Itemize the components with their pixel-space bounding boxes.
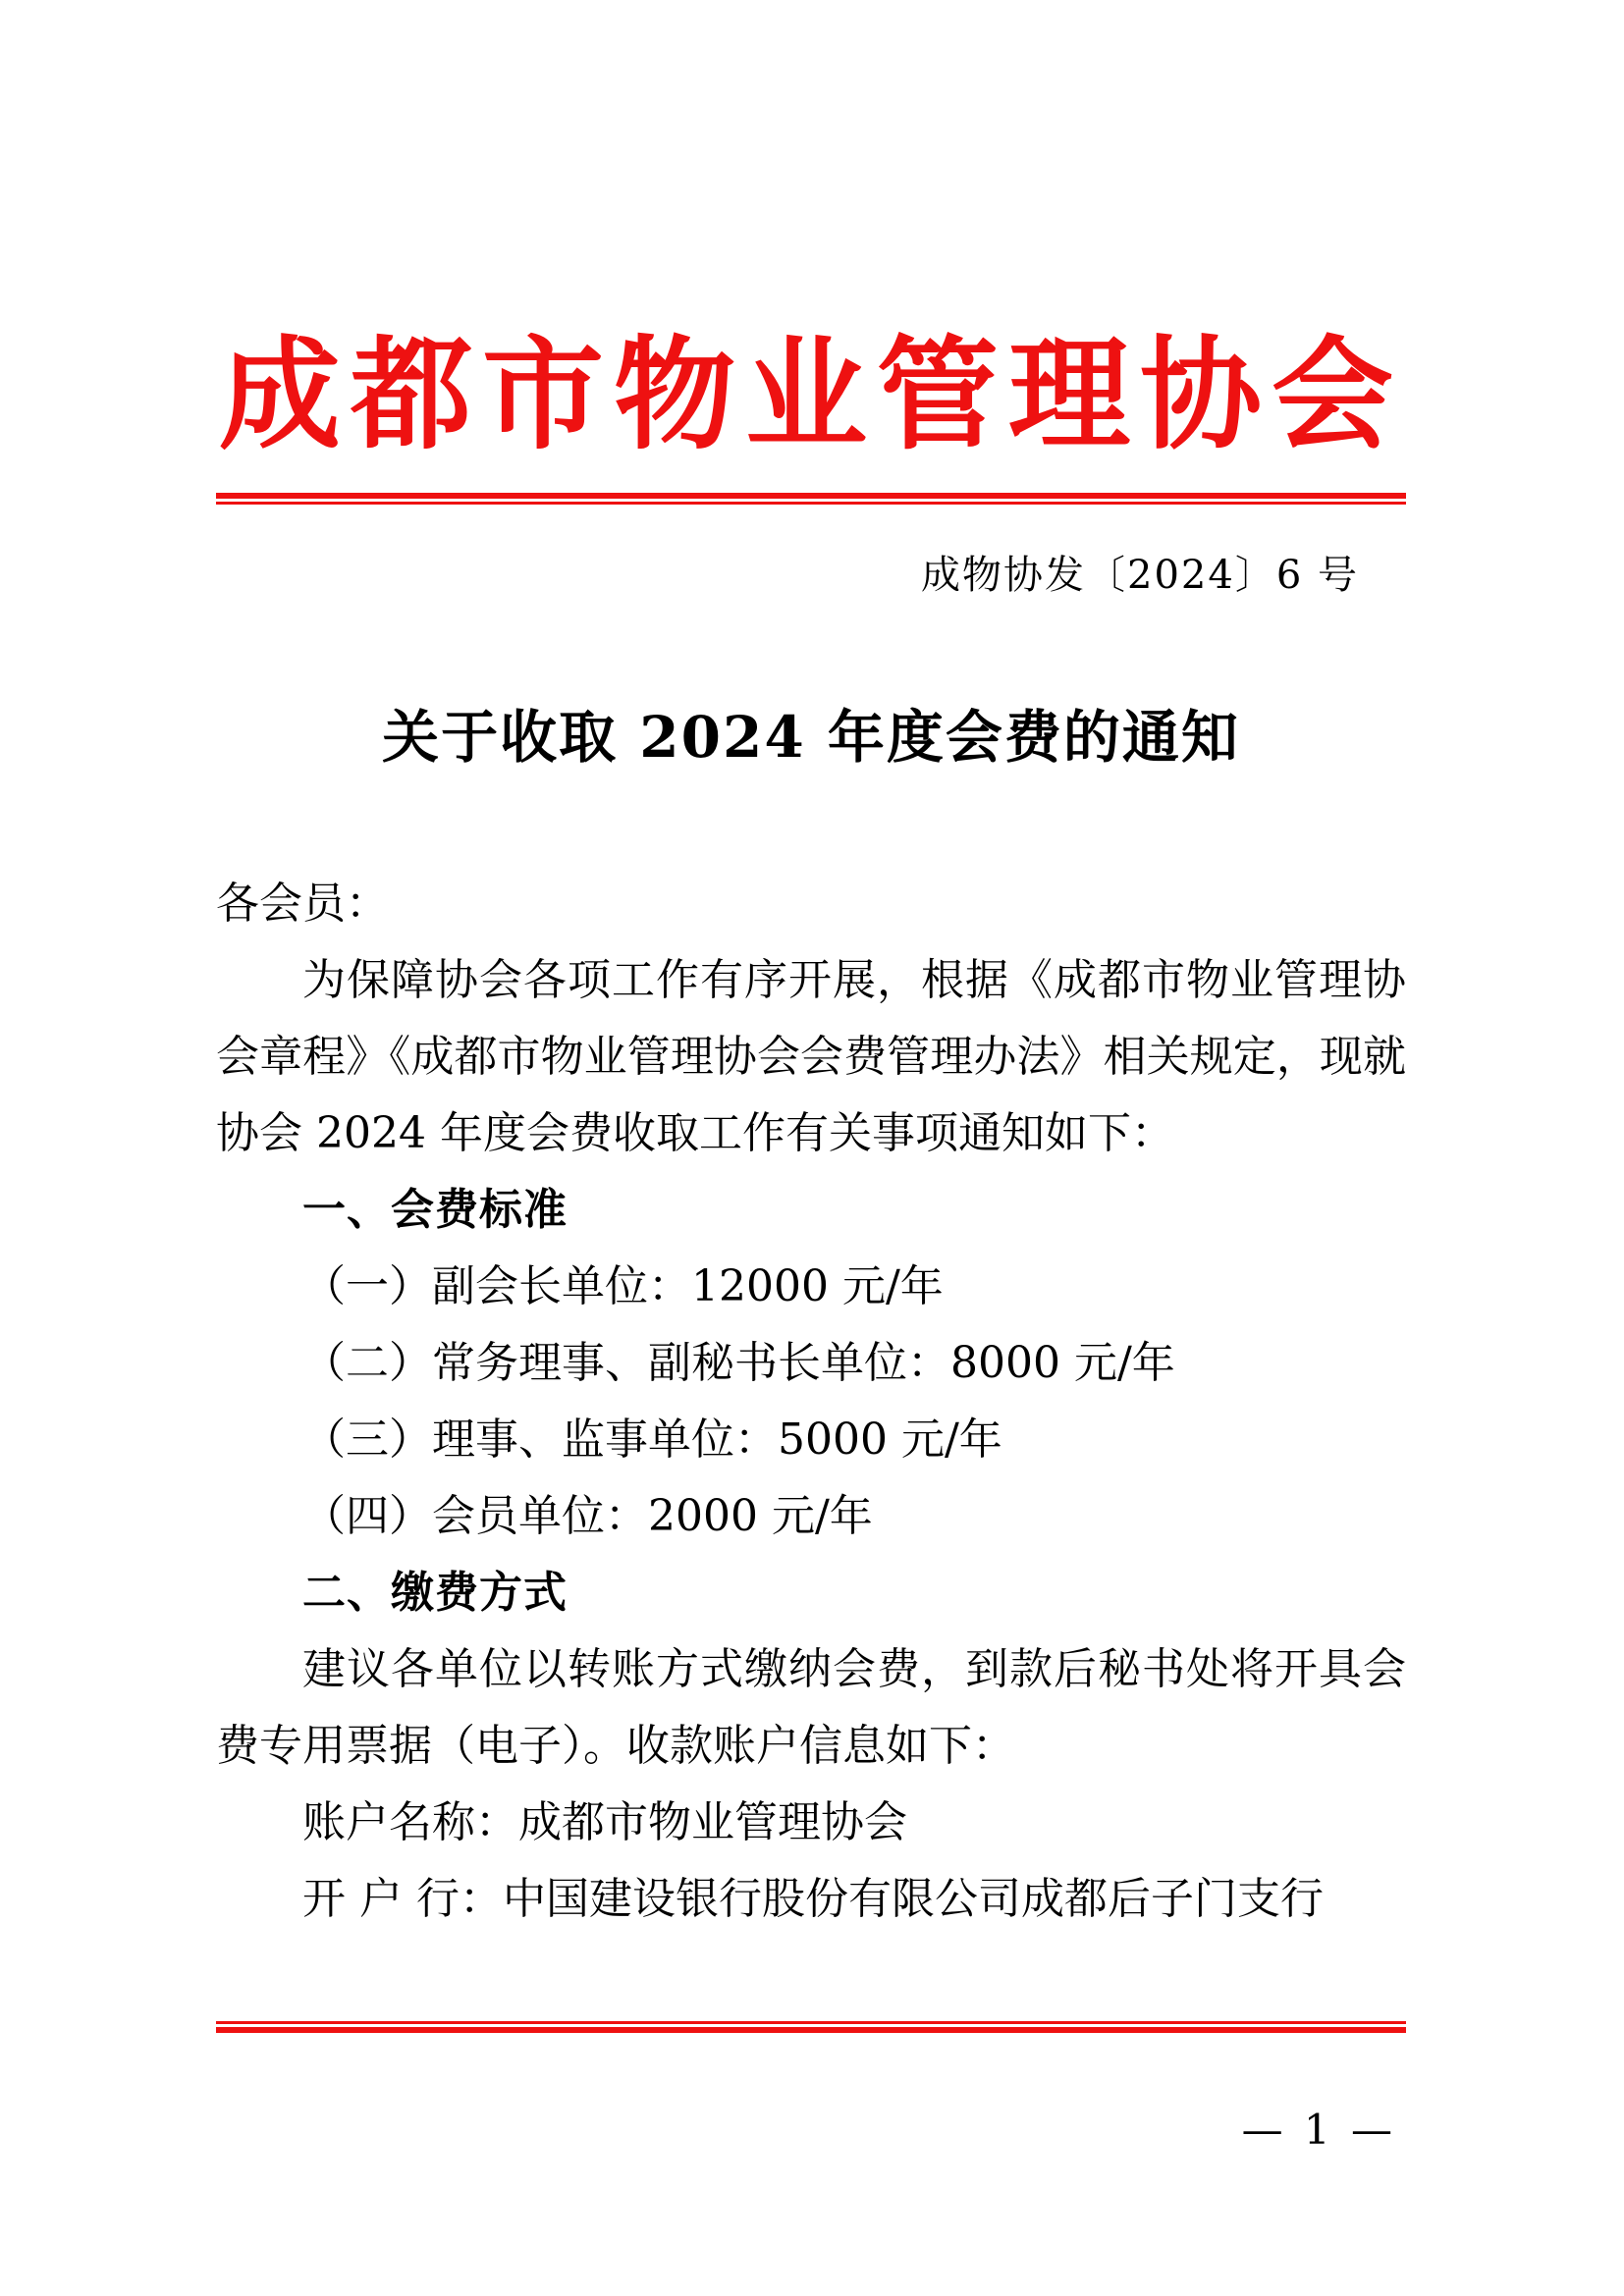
- fee-item-executive-director: （二）常务理事、副秘书长单位：8000 元/年: [302, 1338, 1175, 1388]
- fee-item-member: （四）会员单位：2000 元/年: [302, 1491, 873, 1541]
- salutation: 各会员：: [216, 879, 389, 929]
- letterhead-divider: [216, 493, 1406, 505]
- page-number: — 1 —: [1241, 2106, 1396, 2154]
- section1-heading: 一、会费标准: [302, 1185, 568, 1235]
- intro-paragraph: 为保障协会各项工作有序开展，根据《成都市物业管理协会章程》《成都市物业管理协会会费管理办法》相关规定，现就协会 2024 年度会费收取工作有关事项通知如下：: [216, 955, 1406, 1158]
- payment-paragraph: 建议各单位以转账方式缴纳会费，到款后秘书处将开具会费专用票据（电子）。收款账户信息如下：: [216, 1644, 1406, 1771]
- account-name-line: 账户名称：成都市物业管理协会: [302, 1797, 907, 1847]
- document-content: [216, 0, 1406, 1938]
- footer-divider: [216, 2021, 1406, 2033]
- notice-body: [216, 866, 1406, 1938]
- doc-number: 成物协发〔2024〕6 号: [921, 553, 1359, 598]
- section2-heading: 二、缴费方式: [302, 1568, 568, 1618]
- divider-thin-line: [216, 502, 1406, 505]
- bank-line: 开 户 行：中国建设银行股份有限公司成都后子门支行: [302, 1874, 1324, 1924]
- fee-item-director-supervisor: （三）理事、监事单位：5000 元/年: [302, 1415, 1002, 1465]
- fee-item-vice-president: （一）副会长单位：12000 元/年: [302, 1261, 944, 1311]
- org-title: 成都市物业管理协会: [218, 324, 1403, 466]
- footer-divider-thick-line: [216, 2027, 1406, 2033]
- notice-title: 关于收取 2024 年度会费的通知: [382, 704, 1240, 771]
